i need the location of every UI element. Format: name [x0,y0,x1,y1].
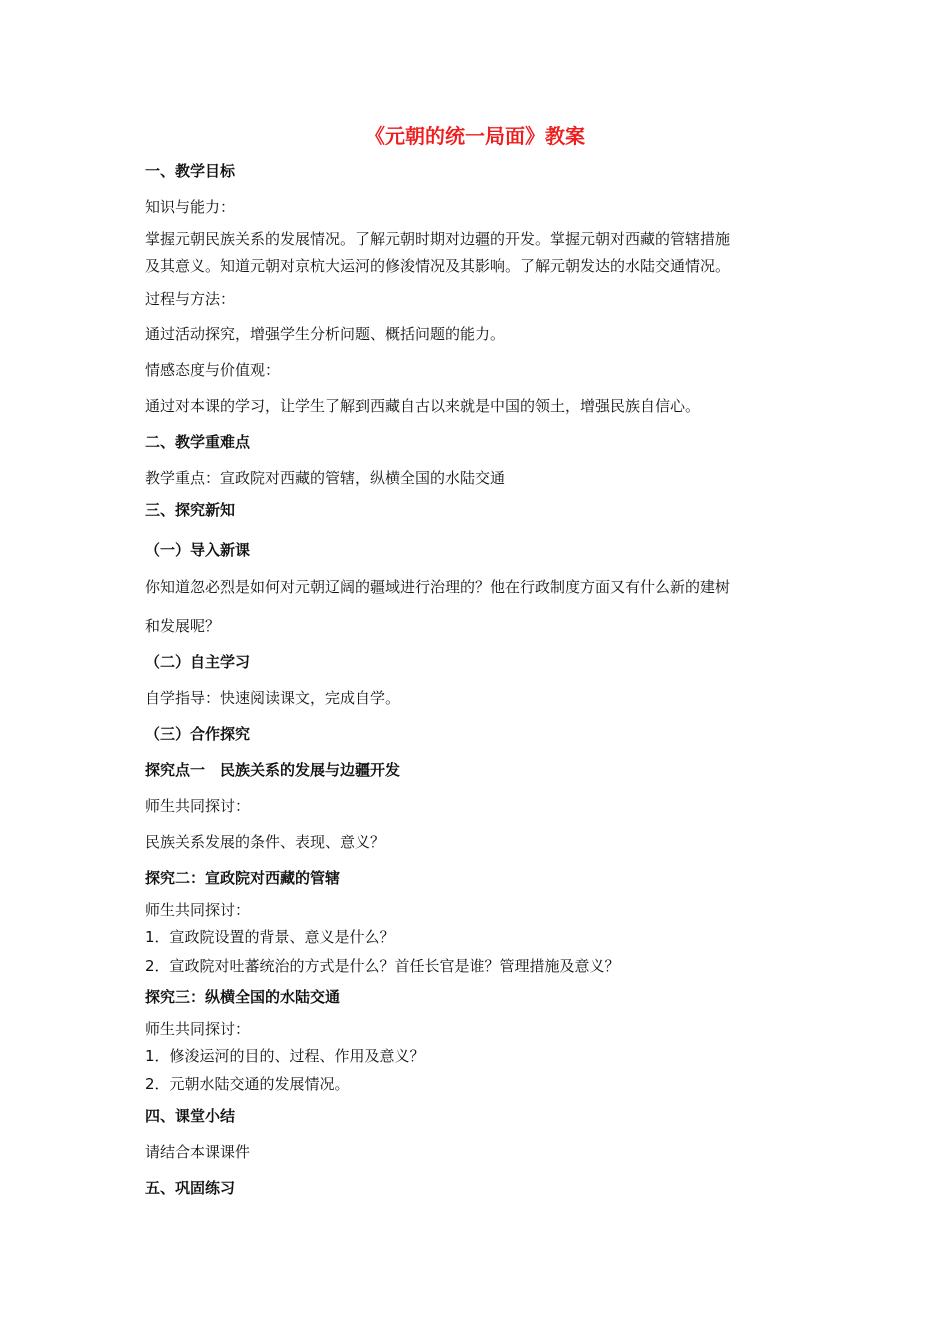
section-heading: 探究点一 民族关系的发展与边疆开发 [145,761,401,779]
section-heading: 三、探究新知 [145,501,236,519]
body-text-line: 2．元朝水陆交通的发展情况。 [145,1075,350,1093]
body-text-line: 1．宣政院设置的背景、意义是什么？ [145,928,395,946]
body-text-line: 和发展呢？ [145,617,221,635]
section-heading: 探究三：纵横全国的水陆交通 [145,988,341,1006]
body-text-line: 你知道忽必烈是如何对元朝辽阔的疆域进行治理的？他在行政制度方面又有什么新的建树 [145,578,731,596]
body-text-line: 自学指导：快速阅读课文，完成自学。 [145,689,401,707]
body-text-line: 民族关系发展的条件、表现、意义？ [145,833,386,851]
body-text-line: 请结合本课课件 [145,1143,251,1161]
body-text-line: 师生共同探讨： [145,1020,251,1038]
body-text-line: 知识与能力： [145,198,236,216]
body-text-line: 及其意义。知道元朝对京杭大运河的修浚情况及其影响。了解元朝发达的水陆交通情况。 [145,257,731,275]
section-heading: （三）合作探究 [145,725,251,743]
section-heading: 五、巩固练习 [145,1179,236,1197]
body-text-line: 通过活动探究，增强学生分析问题、概括问题的能力。 [145,325,506,343]
body-text-line: 通过对本课的学习，让学生了解到西藏自古以来就是中国的领土，增强民族自信心。 [145,397,701,415]
body-text-line: 师生共同探讨： [145,901,251,919]
section-heading: 探究二：宣政院对西藏的管辖 [145,869,341,887]
body-text-line: 师生共同探讨： [145,797,251,815]
section-heading: 四、课堂小结 [145,1107,236,1125]
body-text-line: 掌握元朝民族关系的发展情况。了解元朝时期对边疆的开发。掌握元朝对西藏的管辖措施 [145,230,731,248]
section-heading: 一、教学目标 [145,162,236,180]
body-text-line: 过程与方法： [145,290,236,308]
section-heading: （二）自主学习 [145,653,251,671]
section-heading: 二、教学重难点 [145,433,251,451]
body-text-line: 教学重点：宣政院对西藏的管辖，纵横全国的水陆交通 [145,469,506,487]
body-text-line: 情感态度与价值观： [145,361,281,379]
body-text-line: 1．修浚运河的目的、过程、作用及意义？ [145,1047,425,1065]
body-text-line: 2．宣政院对吐蕃统治的方式是什么？首任长官是谁？管理措施及意义？ [145,957,620,975]
document-title: 《元朝的统一局面》教案 [365,124,585,148]
section-heading: （一）导入新课 [145,541,251,559]
